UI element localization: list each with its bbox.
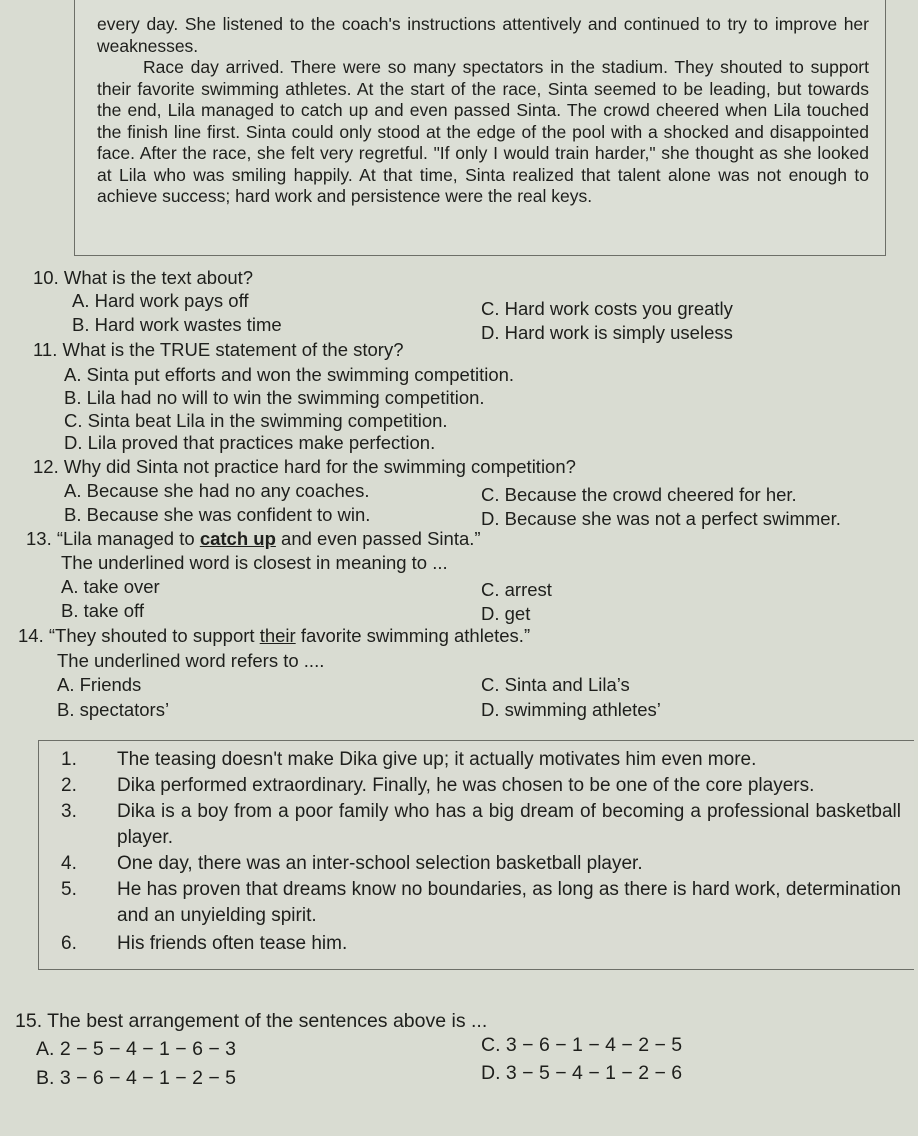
q13-option-c[interactable]: C. arrest — [481, 579, 552, 600]
q12-option-b[interactable]: B. Because she was confident to win. — [64, 504, 371, 525]
q11-option-a[interactable]: A. Sinta put efforts and won the swimming competition. — [64, 364, 515, 385]
q13-option-b[interactable]: B. take off — [61, 600, 144, 621]
q15-option-a[interactable]: A. 2 − 5 − 4 − 1 − 6 − 3 — [36, 1038, 237, 1060]
q11-option-d[interactable]: D. Lila proved that practices make perfection. — [64, 432, 436, 453]
q14-option-b[interactable]: B. spectators’ — [57, 699, 170, 720]
jumbled-sentences-box: 1. The teasing doesn't make Dika give up; it actually motivates him even more. 2. Dika performed extraordinary. Finally, he was chosen to be one of the core players. 3. Dika is a boy from a poor family who has a big dream of becoming a professional basketball player. 4. One day, there was an inter-school selection basketball player. 5. He has proven that dreams know no boundaries, as long as there is hard work, determination and an unyielding spirit. 6. His friends often tease him. — [38, 740, 914, 970]
question-13-post: and even passed Sinta.” — [275, 528, 481, 549]
q15-option-d[interactable]: D. 3 − 5 − 4 − 1 − 2 − 6 — [481, 1062, 683, 1084]
question-13 — [26, 527, 481, 551]
question-12: 12. Why did Sinta not practice hard for the swimming competition? — [33, 456, 576, 477]
question-14 — [18, 624, 530, 648]
question-13-prompt: The underlined word is closest in meaning to ... — [61, 552, 448, 573]
q12-option-a[interactable]: A. Because she had no any coaches. — [64, 480, 370, 501]
q13-option-d[interactable]: D. get — [481, 603, 531, 624]
q10-option-b[interactable]: B. Hard work wastes time — [72, 314, 282, 335]
question-11: 11. What is the TRUE statement of the story? — [33, 339, 404, 360]
question-13-underlined: catch up — [199, 528, 276, 549]
q15-option-c[interactable]: C. 3 − 6 − 1 − 4 − 2 − 5 — [481, 1034, 683, 1056]
q15-option-b[interactable]: B. 3 − 6 − 4 − 1 − 2 − 5 — [36, 1067, 237, 1089]
q10-option-a[interactable]: A. Hard work pays off — [72, 290, 249, 311]
q13-option-a[interactable]: A. take over — [61, 576, 160, 597]
question-14-underlined: their — [259, 625, 296, 646]
q10-option-d[interactable]: D. Hard work is simply useless — [481, 322, 733, 343]
q14-option-a[interactable]: A. Friends — [57, 674, 142, 695]
reading-passage — [74, 0, 886, 256]
question-13-pre: 13. “Lila managed to — [26, 528, 200, 549]
question-14-pre: 14. “They shouted to support — [18, 625, 260, 646]
q11-option-b[interactable]: B. Lila had no will to win the swimming competition. — [64, 387, 485, 408]
q12-option-d[interactable]: D. Because she was not a perfect swimmer. — [481, 508, 841, 529]
q14-option-c[interactable]: C. Sinta and Lila’s — [481, 674, 630, 695]
question-15: 15. The best arrangement of the sentences above is ... — [15, 1010, 488, 1032]
q14-option-d[interactable]: D. swimming athletes’ — [481, 699, 661, 720]
passage-paragraph-2: Race day arrived. There were so many spectators in the stadium. They shouted to support their favorite swimming athletes. At the start of the race, Sinta seemed to be leading, but towards the end, Lila managed to catch up and even passed Sinta. The crowd cheered when Lila touched the finish line first. Sinta could only stood at the edge of the pool with a shocked and disappointed face. After the race, she felt very regretful. "If only I would train harder," she thought as she looked at Lila who was smiling happily. At that time, Sinta realized that talent alone was not enough to achieve success; hard work and persistence were the real keys. — [97, 57, 869, 206]
passage-paragraph-1: every day. She listened to the coach's instructions attentively and continued to try to improve her weaknesses. — [97, 14, 869, 56]
question-10: 10. What is the text about? — [33, 267, 254, 288]
question-14-post: favorite swimming athletes.” — [295, 625, 531, 646]
q12-option-c[interactable]: C. Because the crowd cheered for her. — [481, 484, 797, 505]
q11-option-c[interactable]: C. Sinta beat Lila in the swimming competition. — [64, 410, 448, 431]
q10-option-c[interactable]: C. Hard work costs you greatly — [481, 298, 733, 319]
question-14-prompt: The underlined word refers to .... — [57, 650, 325, 671]
